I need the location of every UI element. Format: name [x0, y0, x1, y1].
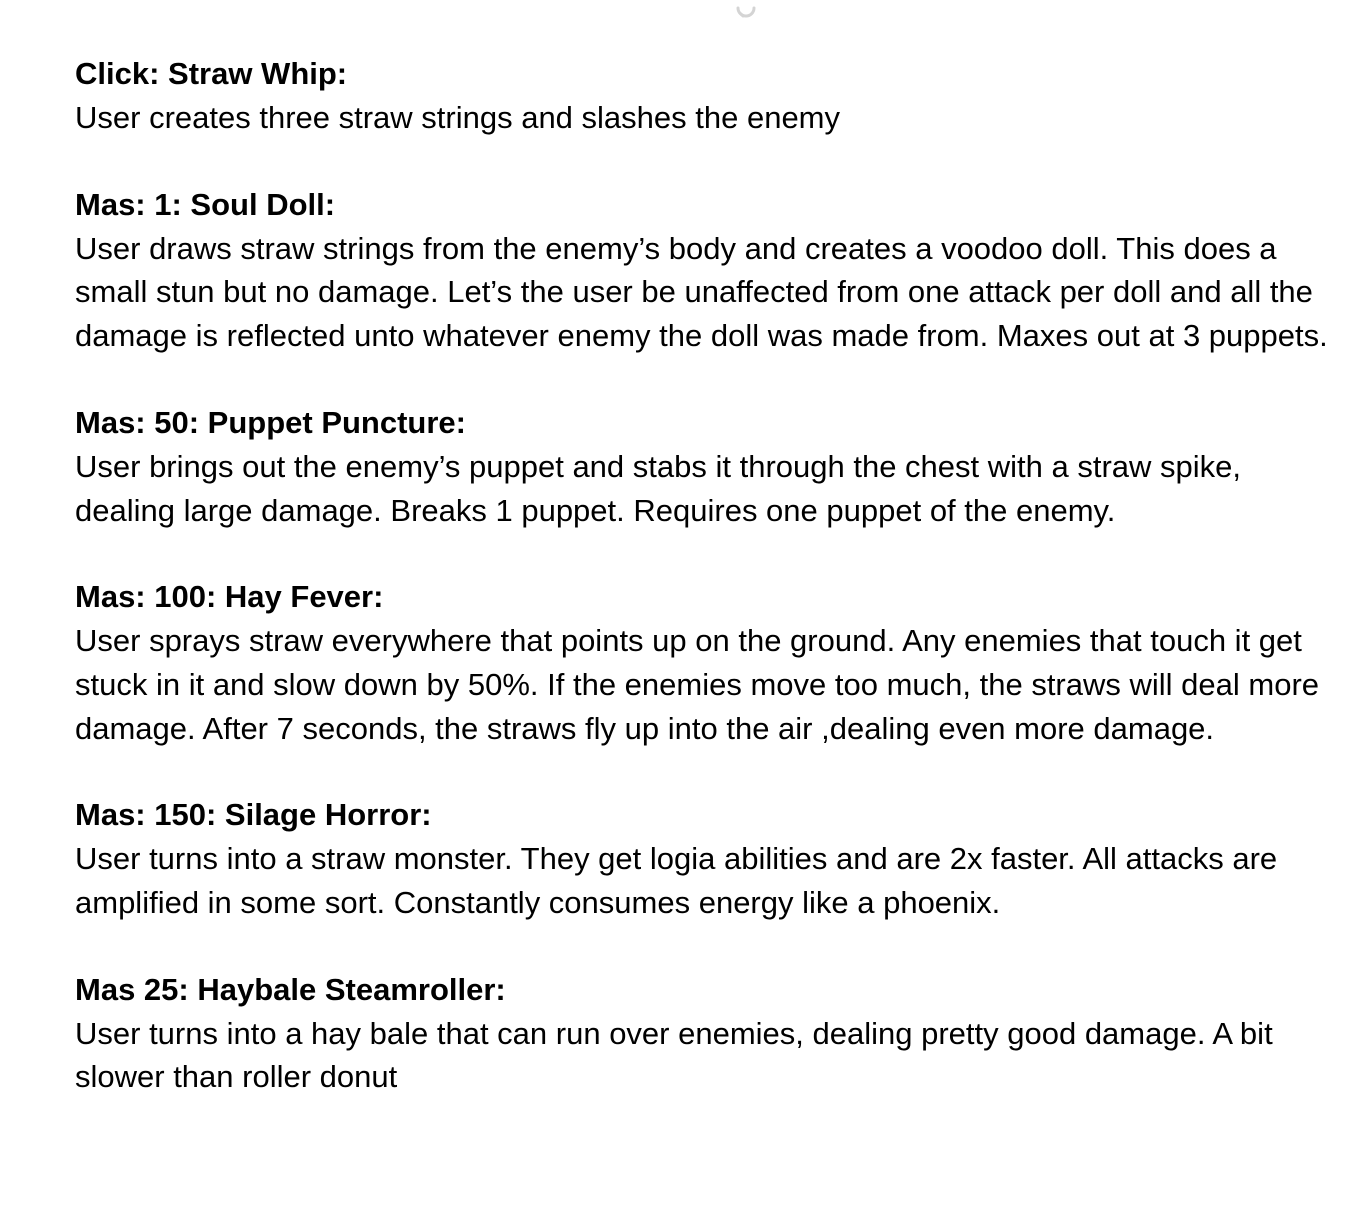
- ability-puppet-puncture: [75, 401, 1335, 532]
- ability-haybale-steamroller: [75, 968, 1335, 1099]
- ability-hay-fever: [75, 575, 1335, 750]
- ability-title: Mas 25: Haybale Steamroller:: [75, 971, 506, 1007]
- ability-description: User turns into a straw monster. They get logia abilities and are 2x faster. All attacks are amplified in some sort. Constantly consumes energy like a phoenix.: [75, 841, 1278, 921]
- ability-description: User draws straw strings from the enemy’s body and creates a voodoo doll. This does a small stun but no damage. Let’s the user be unaffected from one attack per doll and all the damage is reflected unto whatever enemy the doll was made from. Maxes out at 3 puppets.: [75, 230, 1328, 354]
- ability-description: User turns into a hay bale that can run over enemies, dealing pretty good damage. A bit slower than roller donut: [75, 1015, 1273, 1095]
- ability-title: Click: Straw Whip:: [75, 56, 348, 91]
- ability-description: User creates three straw strings and slashes the enemy: [75, 100, 841, 135]
- ability-title: Mas: 50: Puppet Puncture:: [75, 404, 466, 440]
- ability-title: Mas: 100: Hay Fever:: [75, 579, 384, 615]
- ability-click-straw-whip: [75, 52, 1335, 140]
- document-content: [75, 52, 1335, 1142]
- ability-silage-horror: [75, 793, 1335, 924]
- ability-title: Mas: 1: Soul Doll:: [75, 186, 336, 222]
- ability-description: User brings out the enemy’s puppet and stabs it through the chest with a straw spike, dealing large damage. Breaks 1 puppet. Requires one puppet of the enemy.: [75, 448, 1242, 528]
- loading-spinner-icon: [732, 0, 760, 22]
- ability-soul-doll: [75, 183, 1335, 358]
- ability-title: Mas: 150: Silage Horror:: [75, 797, 432, 833]
- ability-description: User sprays straw everywhere that points up on the ground. Any enemies that touch it get stuck in it and slow down by 50%. If the enemies move too much, the straws will deal more damage. After 7 seconds, the straws fly up into the air ,dealing even more damage.: [75, 623, 1320, 746]
